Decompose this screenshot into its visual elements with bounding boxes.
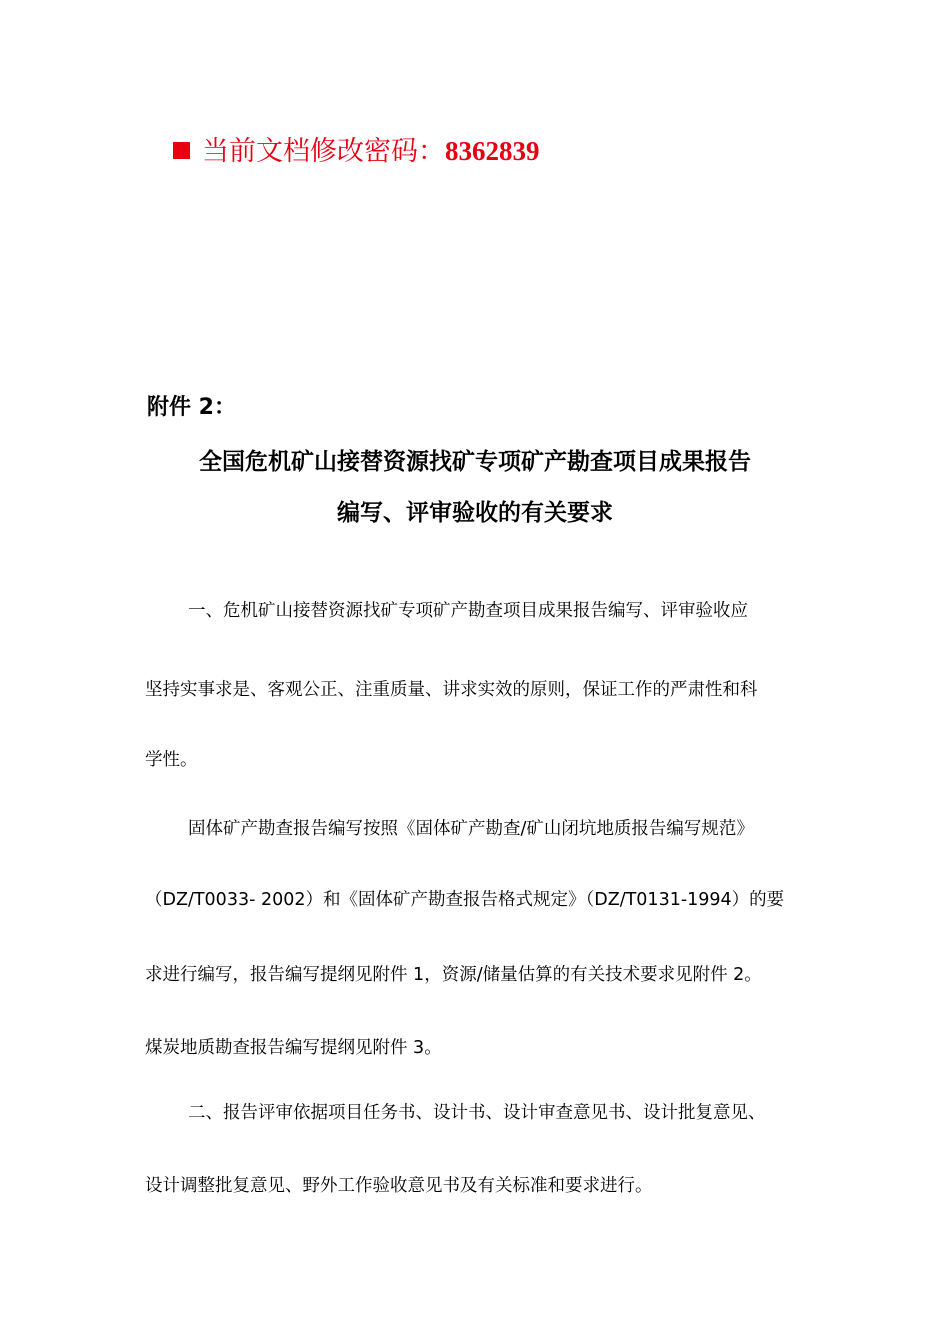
paragraph-line: 设计调整批复意见、野外工作验收意见书及有关标准和要求进行。 [145, 1176, 653, 1196]
password-code: 8362839 [445, 136, 540, 166]
square-bullet-icon [173, 142, 190, 159]
password-label: 当前文档修改密码： [202, 136, 445, 167]
password-notice [173, 131, 540, 172]
paragraph-line: 求进行编写，报告编写提纲见附件 1，资源/储量估算的有关技术要求见附件 2。 [145, 965, 762, 985]
paragraph-line: 煤炭地质勘查报告编写提纲见附件 3。 [145, 1038, 442, 1058]
paragraph-line: 学性。 [145, 750, 198, 770]
paragraph-line: 一、危机矿山接替资源找矿专项矿产勘查项目成果报告编写、评审验收应 [188, 601, 748, 621]
paragraph-line: （DZ/T0033- 2002）和《固体矿产勘查报告格式规定》（DZ/T0131-1994）的要 [145, 890, 785, 910]
document-title-line-2: 编写、评审验收的有关要求 [337, 500, 613, 526]
paragraph-line: 固体矿产勘查报告编写按照《固体矿产勘查/矿山闭坑地质报告编写规范》 [188, 819, 754, 839]
attachment-label: 附件 2： [147, 395, 236, 420]
paragraph-line: 二、报告评审依据项目任务书、设计书、设计审查意见书、设计批复意见、 [188, 1103, 766, 1123]
document-title-line-1: 全国危机矿山接替资源找矿专项矿产勘查项目成果报告 [199, 449, 751, 475]
paragraph-line: 坚持实事求是、客观公正、注重质量、讲求实效的原则，保证工作的严肃性和科 [145, 680, 758, 700]
